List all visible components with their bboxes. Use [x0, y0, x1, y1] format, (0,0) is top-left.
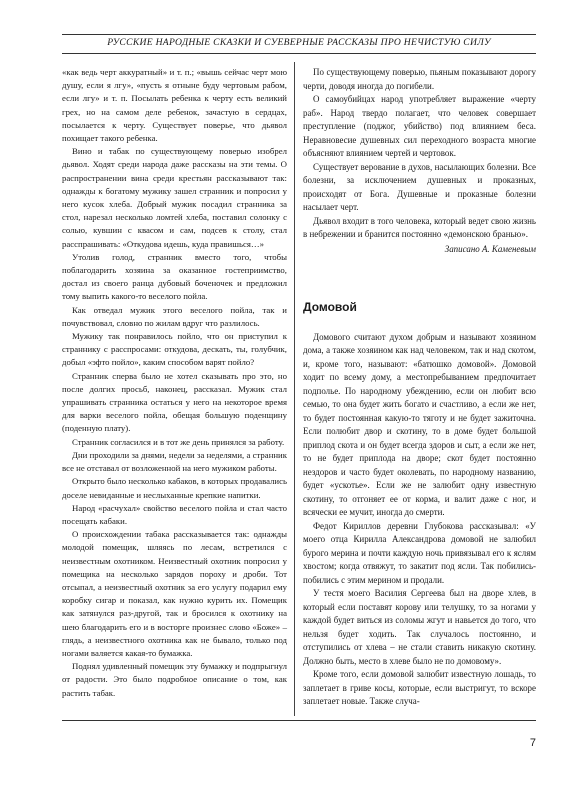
- section-title: Домовой: [303, 300, 357, 314]
- paragraph: По существующему поверью, пьяным показывают дорогу черти, доводя иногда до погибели.: [303, 67, 536, 91]
- paragraph: У тестя моего Василия Сергеева был на дворе хлев, в который если поставят корову или телушку, то за ногами у каждой будет виться из соломы жгут и навьется до того, что нельзя будет ходить. Так случалось постоянно, и отступились от хлева – не стали ставить никакую скотину. Должно быть, место в хлеве было не по домовому».: [303, 588, 536, 666]
- page-number: 7: [529, 737, 536, 749]
- paragraph: «как ведь черт аккуратный» и т. п.; «вышь сейчас черт мою душу, если я лгу», «пусть я отныне буду чертовым рабом, если лгу» и т. п. Посылать ребенка к черту есть великий грех, но на самом деле ребенок, зачастую в сердцах, посылается к черту. Существует поверье, что дьявол похищает такого ребенка.: [62, 67, 287, 144]
- paragraph: Домового считают духом добрым и называют хозяином дома, а также хозяином как над человеком, так и над скотом, и, кроме того, называют: «батюшко домовой». Домовой ходит по всему дому, а местопребыванием предпочитает подполье. По народному убеждению, если он любит всю семью, то она будет жить богато и счастливо, а если же нет, то будет постоянная какую-то тяготу и не будет зажиточна. Если полюбит двор и скотину, то в доме будет большой приплод скота и он будет всегда здоров и сыт, а если же нет, то не будет приплода на дворе; скот будет постоянно нездоров и часто будет околевать, по народному названию, будет «ускотье». Если же не залюбит одну известную скотину, то отгоняет ее от корма, и валит даже с ног, и всячески ее мучит, иногда до смерти.: [303, 331, 536, 517]
- paragraph: Поднял удивленный помещик эту бумажку и подпрыгнул от радости. Это было подробное описание о том, как растить табак.: [62, 661, 287, 698]
- paragraph: Странник сперва было не хотел сказывать про это, но после долгих просьб, наконец, рассказал. Мужик стал упрашивать странника остаться у него на некоторое время для варки веселого пойла, обещая большую поденщину (поденную плату).: [62, 370, 287, 434]
- paragraph: Открыто было несколько кабаков, в которых продавались доселе невиданные и неслыханные крепкие напитки.: [62, 476, 287, 500]
- paragraph: Странник согласился и в тот же день принялся за работу.: [72, 436, 285, 447]
- paragraph: Федот Кириллов деревни Глубокова рассказывал: «У моего отца Кирилла Александрова домовой не залюбил бурого мерина и почти каждую ночь привязывал его к яслям хвостом; когда отвяжут, то закатит под ясли. Так побились-побились с этим мерином и продали.: [303, 520, 536, 585]
- footer-rule: [62, 720, 536, 721]
- paragraph: О происхождении табака рассказывается так: однажды молодой помещик, шляясь по лесам, встретился с неизвестным охотником. Неизвестный охотник попросил у помещика на несколько зарядов пороху и дроби. Тот отсыпал, а неизвестный охотник за его услугу подарил ему коробку сигар и показал, как нужно курить их. Помещик как затянулся раз-другой, так и бросился к охотнику на шею благодарить его и в восторге произнес слово «Боже» – глядь, а неизвестного охотника как не бывало, только под ногами валяется какая-то бумажка.: [62, 529, 287, 658]
- header-top-rule: [62, 34, 536, 35]
- paragraph: Народ «расчухал» свойство веселого пойла и стал часто посещать кабаки.: [62, 502, 287, 526]
- right-column: [303, 66, 536, 709]
- paragraph: Дни проходили за днями, недели за неделями, а странник все не отставал от возложенной на него мужиком работы.: [62, 449, 287, 474]
- paragraph: Существует верование в духов, насылающих болезни. Все болезни, за исключением душевных и проказных, происходят от Бога. Душевные и проказные болезни насылает черт.: [303, 161, 536, 212]
- paragraph: Мужику так понравилось пойло, что он приступил к страннику с расспросами: откудова, дескать, ты, голубчик, добыл «эфто пойло», каким способом варят пойло?: [62, 331, 287, 368]
- signature: Записано А. Каменевым: [444, 243, 536, 254]
- header-title: РУССКИЕ НАРОДНЫЕ СКАЗКИ И СУЕВЕРНЫЕ РАССКАЗЫ ПРО НЕЧИСТУЮ СИЛУ: [107, 37, 491, 48]
- paragraph: Вино и табак по существующему поверью изобрел дьявол. Ходят среди народа даже рассказы на эти темы. О распространении вина среди крестьян рассказывают так: однажды к богатому мужику зашел странник и попросил у него кусок хлеба. Добрый мужик посадил странника за стол, нарезал несколько ломтей хлеба, поставил солонку с солью, кувшин с квасом и сам, подсев к столу, стал расспрашивать: «Откудова идешь, куда правишься…»: [62, 146, 287, 249]
- paragraph: Кроме того, если домовой залюбит известную лошадь, то заплетает в гриве косы, которые, если выстригут, то вскоре заплетает новые. Также случа-: [303, 669, 536, 706]
- column-divider: [294, 62, 295, 716]
- paragraph: Как отведал мужик этого веселого пойла, так и почувствовал, словно по жилам вдруг что разлилось.: [62, 304, 287, 328]
- paragraph: Утолив голод, странник вместо того, чтобы поблагодарить хозяина за оказанное гостеприимство, достал из своего ранца дубовый боченочек и предложил тому выпить какого-то веселого пойла.: [62, 251, 287, 302]
- paragraph: О самоубийцах народ употребляет выражение «черту раб». Народ твердо полагает, что человек совершает преступление (поджог, убийство) под влиянием беса. Неравновесие душевных сил переходного возраста многие объясняют влиянием чертей и чертовок.: [303, 94, 536, 158]
- header-bottom-rule: [62, 53, 536, 54]
- running-header: [62, 34, 536, 56]
- left-column: [62, 66, 287, 700]
- paragraph: Дьявол входит в того человека, который ведет свою жизнь в небрежении и бранится постоянно «демонскою бранью».: [303, 215, 536, 239]
